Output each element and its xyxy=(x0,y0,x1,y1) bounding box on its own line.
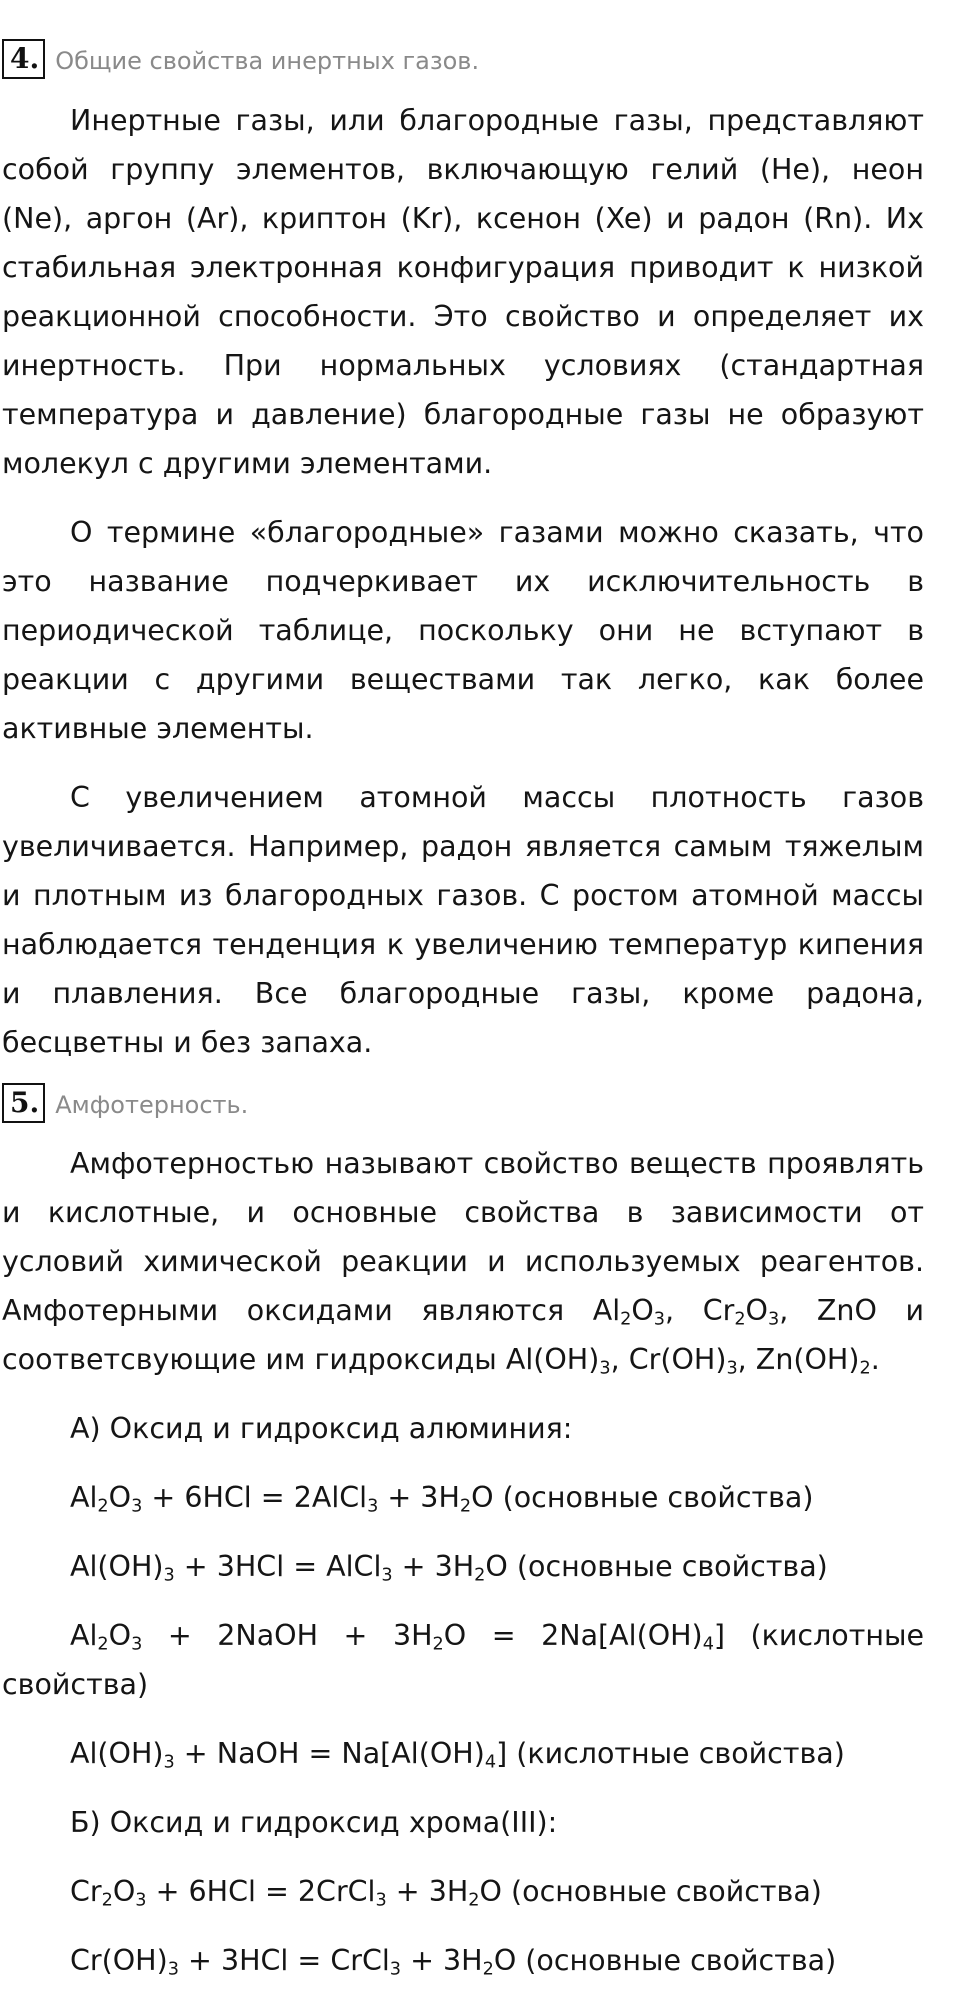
equation: $Al(OH)_3$ + NaOH = $Na[Al(OH)_4]$ (кислотные свойства) xyxy=(70,1737,845,1773)
equation: $Al_2O_3 + 6HCl$ = 2AlCl$_3$ + $3H_2O$ (основные свойства) xyxy=(70,1481,814,1517)
paragraph: О термине «благородные» газами можно сказать, что это название подчеркивает их исключительность в периодической таблице, поскольку они не вступают в реакции с другими веществами так легко, как более активные элементы. xyxy=(2,516,924,745)
subsection-heading-aluminium: А) Оксид и гидроксид алюминия: xyxy=(70,1412,573,1445)
paragraph: Инертные газы, или благородные газы, представляют собой группу элементов, включающую гелий (He), неон (Ne), аргон (Ar), криптон (Kr), ксенон (Xe) и радон (Rn). Их стабильная электронная конфигурация приводит к низкой реакционной способности. Это свойство и определяет их инертность. При нормальных условиях (стандартная температура и давление) благородные газы не образуют молекул с другими элементами. xyxy=(2,104,924,480)
section-title: Общие свойства инертных газов. xyxy=(55,47,480,75)
equation: $Cr_2O_3 + 6HCl$ = 2CrCl$_3$ + $3H_2O$ (основные свойства) xyxy=(70,1875,822,1911)
paragraph: С увеличением атомной массы плотность газов увеличивается. Например, радон является самым тяжелым и плотным из благородных газов. С ростом атомной массы наблюдается тенденция к увеличению температур кипения и плавления. Все благородные газы, кроме радона, бесцветны и без запаха. xyxy=(2,781,924,1059)
paragraph-amphoteric-intro: Амфотерностью называют свойство веществ проявлять и кислотные, и основные свойства в зависимости от условий химической реакции и используемых реагентов. Амфотерными оксидами являются $Al_2O_3$, $Cr_2O_3$, ZnO и соответсвующие им гидроксиды $Al(OH)_3$, $Cr(OH)_3$, $Zn(OH)_2$. xyxy=(2,1147,924,1379)
section-4-header xyxy=(2,37,924,81)
section-5-header xyxy=(2,1081,924,1125)
equation: $Al(OH)_3 + 3HCl$ = AlCl$_3$ + $3H_2O$ (основные свойства) xyxy=(70,1550,828,1586)
equation: $Al_2O_3$ + 2NaOH + $3H_2O = 2Na[Al(OH)_4]$ (кислотные свойства) xyxy=(2,1619,925,1701)
section-title: Амфотерность. xyxy=(55,1091,249,1119)
section-number-box: 5. xyxy=(2,1083,45,1123)
subsection-heading-chromium: Б) Оксид и гидроксид хрома(III): xyxy=(70,1806,558,1839)
equation: $Cr(OH)_3 + 3HCl$ = CrCl$_3$ + $3H_2O$ (основные свойства) xyxy=(70,1944,837,1980)
section-number-box: 4. xyxy=(2,39,45,79)
